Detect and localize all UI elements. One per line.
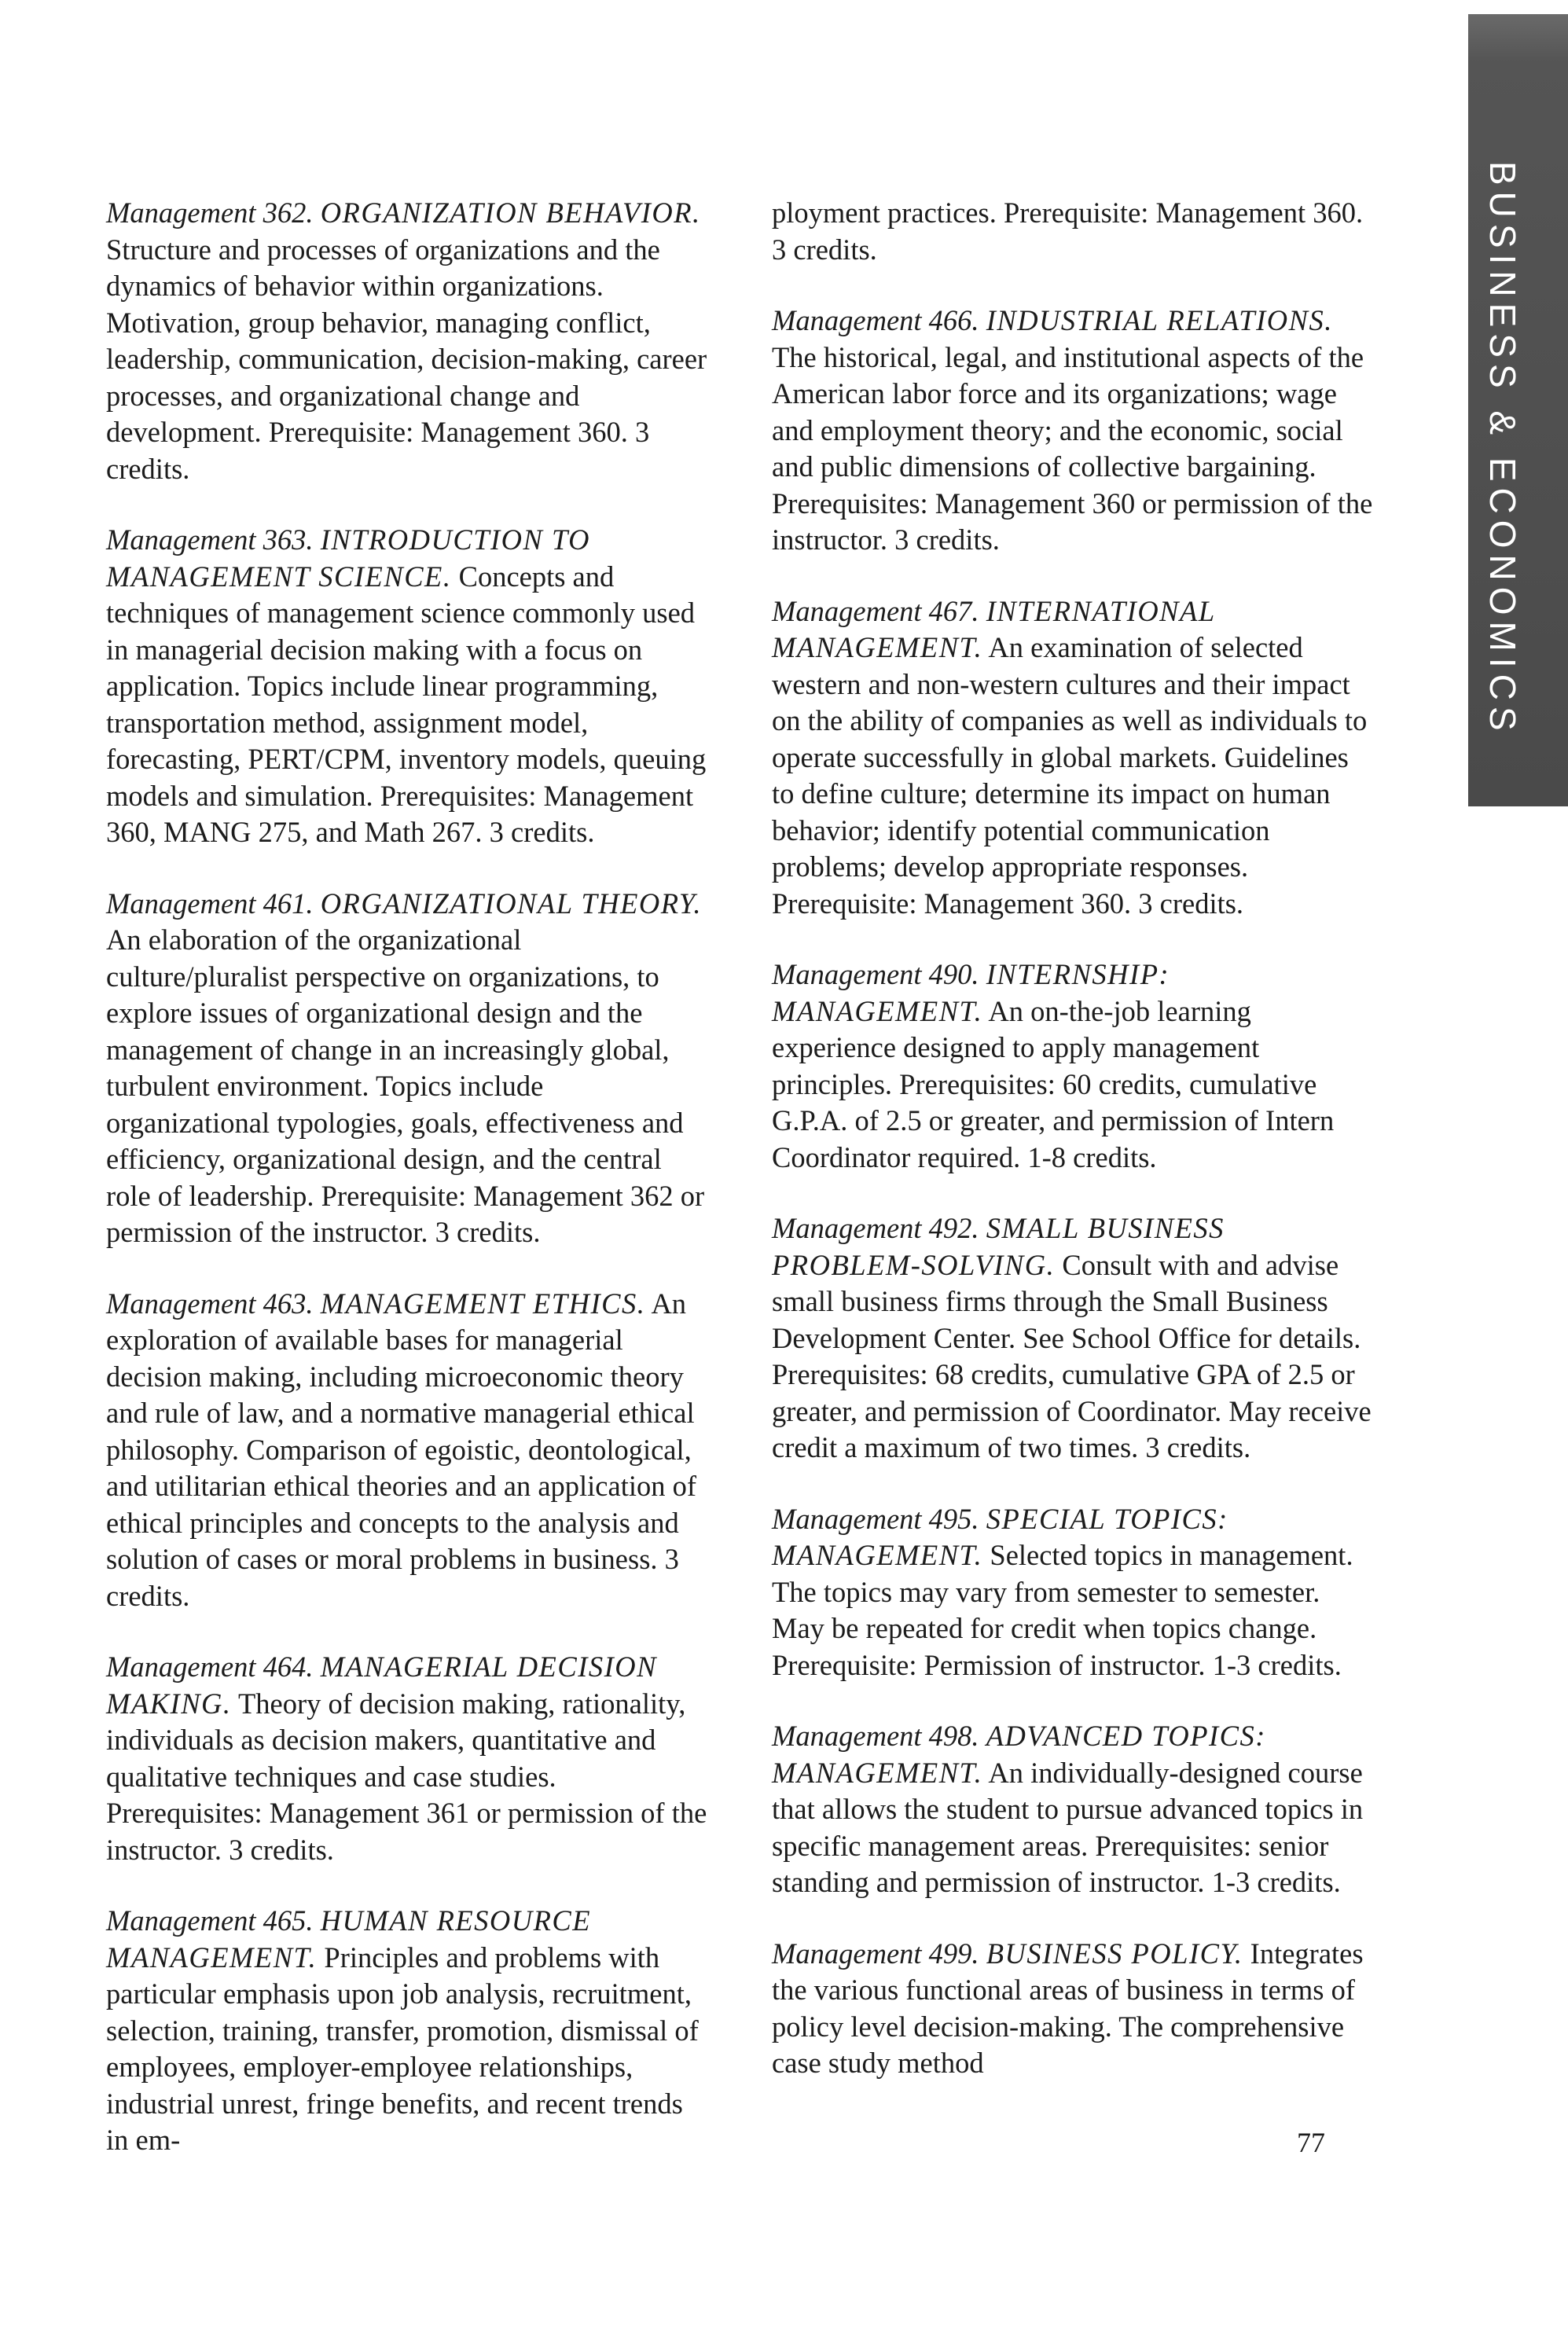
course-entry — [106, 1649, 707, 1868]
course-description: An individually-designed course that allows the student to pursue advanced topics in specific management areas. Prerequisites: senior standing and permission of instructor. 1-3 credits. — [772, 1756, 1364, 1898]
course-entry — [772, 1210, 1373, 1467]
course-entry — [106, 886, 707, 1251]
course-entry — [772, 1718, 1373, 1901]
course-entry — [106, 1286, 707, 1615]
course-entry — [772, 303, 1373, 559]
course-code: Management 492. — [772, 1212, 979, 1244]
course-title: SMALL BUSINESS PROBLEM-SOLVING. — [772, 1212, 1225, 1281]
course-description: The historical, legal, and institutional aspects of the American labor force and its organizations; wage and employment theory; and the economic, social and public dimensions of collective bargaining. Prerequisites: Management 360 or permission of the instructor. 3 credits. — [772, 340, 1373, 556]
course-entry — [772, 957, 1373, 1176]
course-title: SPECIAL TOPICS: MANAGEMENT. — [772, 1502, 1228, 1571]
page-number: 77 — [1297, 2127, 1325, 2158]
course-description: Concepts and techniques of management science commonly used in managerial decision making with a focus on application. Topics include linear programming, transportation method, assignment model, forecasting, PERT/CPM, inventory models, queuing models and simulation. Prerequisites: Management 360, MANG 275, and Math 267. 3 credits. — [106, 560, 707, 848]
course-entry — [106, 1903, 707, 2159]
course-code: Management 465. — [106, 1904, 314, 1937]
course-description: Structure and processes of organizations and the dynamics of behavior within organizations. Motivation, group behavior, managing conflict, leadership, communication, decision-making, career processes, and organizational change and development. Prerequisite: Management 360. 3 credits. — [106, 233, 707, 485]
right-column — [772, 195, 1373, 2117]
course-title: INTERNATIONAL MANAGEMENT. — [772, 594, 1215, 663]
course-title: BUSINESS POLICY. — [986, 1937, 1243, 1970]
course-code: Management 467. — [772, 594, 979, 627]
course-description: An on-the-job learning experience designed to apply management principles. Prerequisites: 60 credits, cumulative G.P.A. of 2.5 or greater, and permission of Intern Coordinator required. 1-8 credits. — [772, 994, 1335, 1173]
course-description: Selected topics in management. The topics may vary from semester to semester. May be repeated for credit when topics change. Prerequisite: Permission of instructor. 1-3 credits. — [772, 1539, 1353, 1681]
course-description: An elaboration of the organizational culture/pluralist perspective on organizations, to explore issues of organizational design and the management of change in an increasingly global, turbulent environment. Topics include organizational typologies, goals, effectiveness and efficiency, organizational design, and the central role of leadership. Prerequisite: Management 362 or permission of the instructor. 3 credits. — [106, 923, 705, 1248]
left-column — [106, 195, 707, 2194]
course-entry — [106, 195, 707, 487]
course-entry — [106, 522, 707, 851]
course-title: MANAGERIAL DECISION MAKING. — [106, 1651, 657, 1720]
course-code: Management 490. — [772, 958, 979, 990]
course-title: HUMAN RESOURCE MANAGEMENT. — [106, 1904, 592, 1974]
continued-text: ployment practices. Prerequisite: Management 360. 3 credits. — [772, 196, 1364, 266]
course-title: INTERNSHIP: MANAGEMENT. — [772, 958, 1170, 1027]
course-code: Management 464. — [106, 1651, 314, 1683]
section-tab-label: BUSINESS & ECONOMICS — [1482, 161, 1523, 737]
course-title: ORGANIZATION BEHAVIOR. — [320, 196, 701, 229]
course-code: Management 466. — [772, 304, 979, 336]
course-description: An exploration of available bases for managerial decision making, including microeconomic theory and rule of law, and a normative managerial ethical philosophy. Comparison of egoistic, deontological, and utilitarian ethical theories and an application of ethical principles and concepts to the analysis and solution of cases or moral problems in business. 3 credits. — [106, 1287, 697, 1612]
course-title: INTRODUCTION TO MANAGEMENT SCIENCE. — [106, 523, 590, 593]
course-description: Theory of decision making, rationality, individuals as decision makers, quantitative and qualitative techniques and case studies. Prerequisites: Management 361 or permission of the instructor. 3 credits. — [106, 1687, 707, 1866]
course-code: Management 498. — [772, 1720, 979, 1752]
course-code: Management 463. — [106, 1287, 314, 1320]
course-code: Management 362. — [106, 196, 314, 229]
course-description: Consult with and advise small business firms through the Small Business Development Center. See School Office for details. Prerequisites: 68 credits, cumulative GPA of 2.5 or greater, and permission of Coordinator. May receive credit a maximum of two times. 3 credits. — [772, 1248, 1372, 1463]
course-entry — [772, 593, 1373, 923]
course-code: Management 495. — [772, 1502, 979, 1535]
course-description: An examination of selected western and non-western cultures and their impact on the ability of companies as well as individuals to operate successfully in global markets. Guidelines to define culture; determine its impact on human behavior; identify potential communication problems; develop appropriate responses. Prerequisite: Management 360. 3 credits. — [772, 631, 1368, 920]
course-entry — [772, 1501, 1373, 1684]
course-description: Integrates the various functional areas of business in terms of policy level decision-making. The comprehensive case study method — [772, 1937, 1364, 2079]
course-code: Management 499. — [772, 1937, 979, 1970]
course-title: INDUSTRIAL RELATIONS. — [986, 304, 1333, 336]
course-description: Principles and problems with particular emphasis upon job analysis, recruitment, selection, training, transfer, promotion, dismissal of employees, employer-employee relationships, industrial unrest, fringe benefits, and recent trends in em- — [106, 1941, 699, 2156]
course-code: Management 461. — [106, 887, 314, 920]
course-entry — [772, 1936, 1373, 2082]
course-code: Management 363. — [106, 523, 314, 556]
course-title: ADVANCED TOPICS: MANAGEMENT. — [772, 1720, 1266, 1789]
course-title: MANAGEMENT ETHICS. — [320, 1287, 646, 1320]
course-title: ORGANIZATIONAL THEORY. — [320, 887, 702, 920]
